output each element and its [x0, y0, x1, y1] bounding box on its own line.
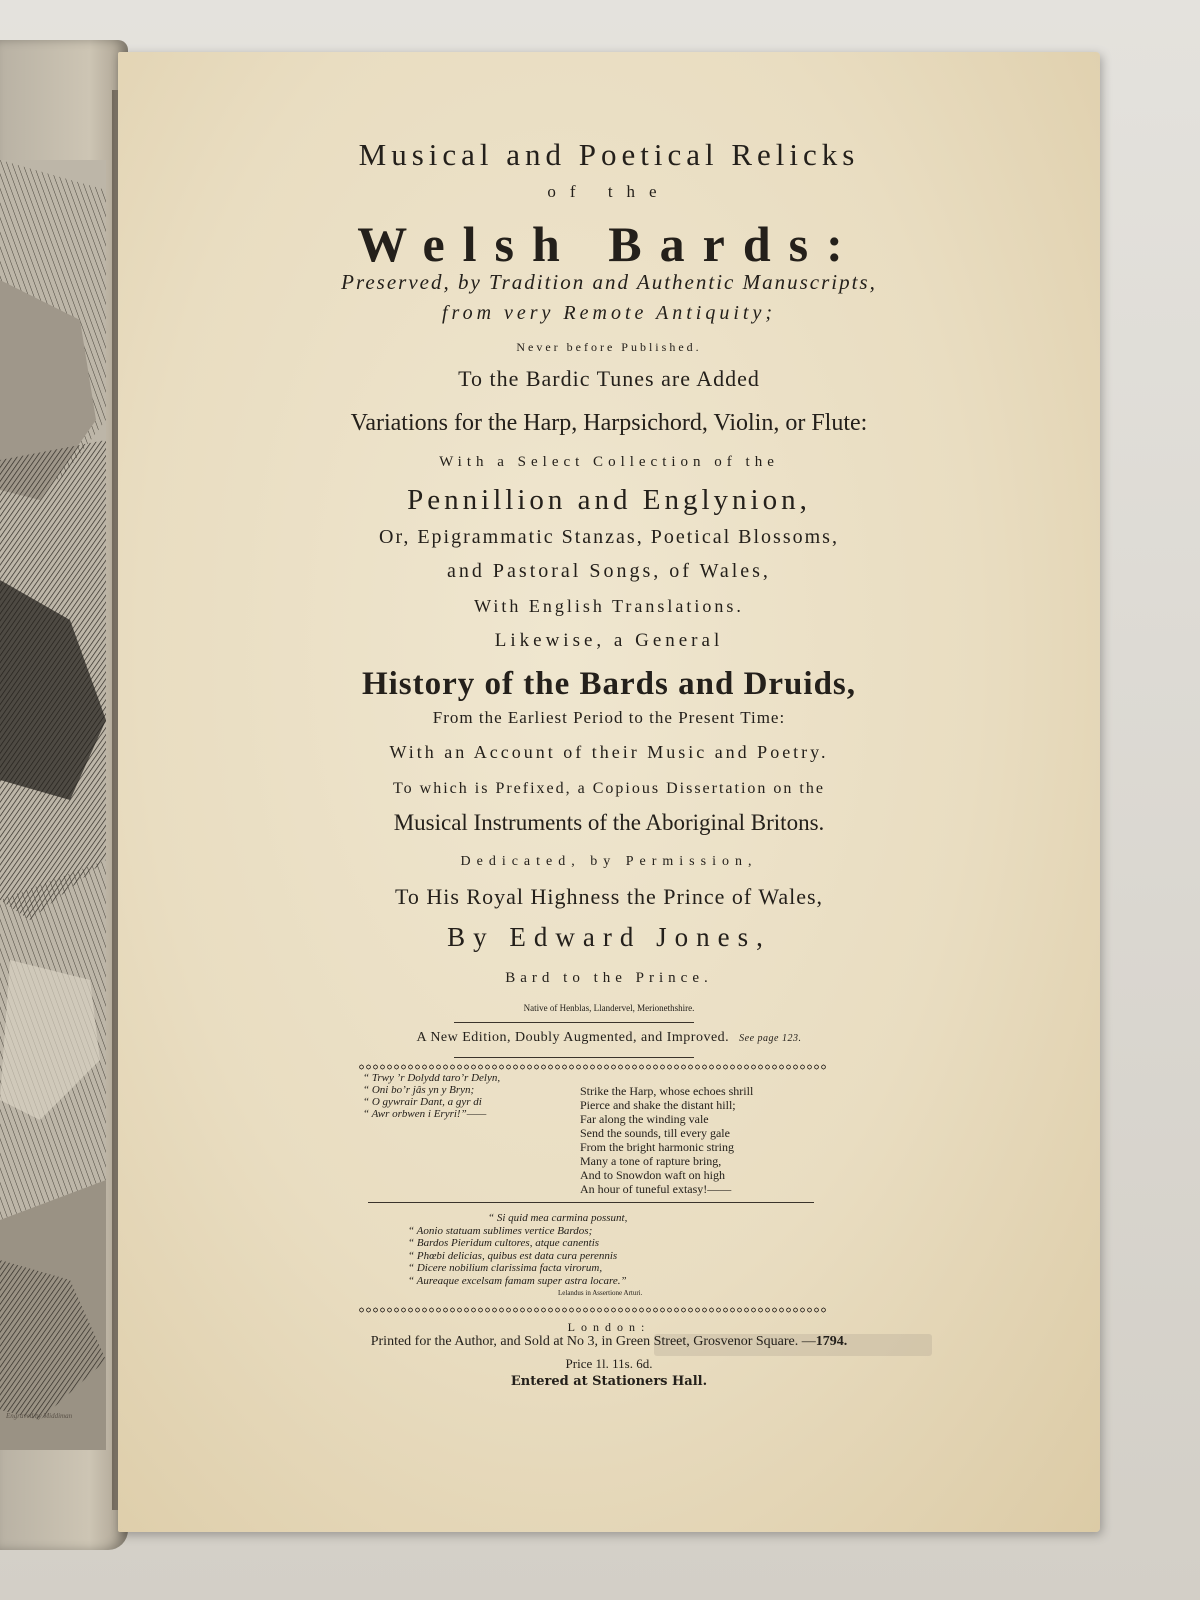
- title-line-1: Musical and Poetical Relicks: [358, 137, 860, 172]
- verse-line: “ Bardos Pieridum cultores, atque canentis: [408, 1237, 600, 1249]
- divider-rule: [454, 1022, 694, 1023]
- title-line-2: of the: [547, 182, 671, 201]
- verse-line: And to Snowdon waft on high: [580, 1168, 725, 1182]
- engraver-credit: Engraved by Middiman: [6, 1412, 73, 1420]
- subtitle-line-11: Likewise, a General: [494, 630, 724, 651]
- imprint-city: London:: [567, 1320, 651, 1334]
- imprint-price: Price 1l. 11s. 6d.: [565, 1356, 653, 1371]
- subtitle-line-5: Variations for the Harp, Harpsichord, Violin, or Flute:: [350, 410, 868, 436]
- welsh-verse: [363, 1072, 563, 1120]
- verse-line: “ Trwy ’r Dolydd taro’r Delyn,: [363, 1072, 501, 1084]
- verse-line: Far along the winding vale: [580, 1112, 709, 1126]
- verse-line: “ Si quid mea carmina possunt,: [488, 1212, 628, 1224]
- title-page: [118, 52, 1100, 1532]
- engraving-illustration: [0, 160, 106, 1450]
- subtitle-line-9: and Pastoral Songs, of Wales,: [447, 560, 771, 582]
- verse-line: “ Awr orbwen i Eryri!”——: [363, 1108, 487, 1120]
- dedication-line-2: To His Royal Highness the Prince of Wales,: [394, 884, 824, 909]
- imprint-entered: Entered at Stationers Hall.: [510, 1374, 708, 1389]
- subtitle-line-10: With English Translations.: [474, 596, 744, 616]
- verse-line: “ Aureaque excelsam famam super astra locare.”: [408, 1274, 627, 1287]
- imprint-year: 1794.: [815, 1334, 848, 1349]
- author-line: By Edward Jones,: [447, 922, 771, 952]
- verse-line: “ Dicere nobilium clarissima facta virorum,: [408, 1262, 603, 1274]
- main-title: Welsh Bards:: [357, 216, 861, 272]
- subtitle-line-13: With an Account of their Music and Poetry.: [389, 742, 829, 762]
- verse-line: Many a tone of rapture bring,: [580, 1154, 722, 1168]
- latin-citation: Lelandus in Assertione Arturi.: [558, 1289, 643, 1297]
- history-heading: History of the Bards and Druids,: [361, 666, 857, 702]
- verse-line: “ O gywrair Dant, a gyr di: [363, 1096, 482, 1108]
- edition-reference: See page 123.: [739, 1033, 802, 1044]
- verse-line: “ Aonio statuam sublimes vertice Bardos;: [408, 1224, 593, 1237]
- verse-line: “ Oni bo’r jâs yn y Bryn;: [363, 1084, 475, 1096]
- subtitle-line-12: From the Earliest Period to the Present Time:: [432, 708, 786, 727]
- subtitle-line-3: Never before Published.: [516, 340, 702, 354]
- author-origin: Native of Henblas, Llandervel, Merionethshire.: [523, 1003, 695, 1013]
- subtitle-line-8: Or, Epigrammatic Stanzas, Poetical Blossoms,: [379, 526, 839, 548]
- subtitle-line-6: With a Select Collection of the: [439, 454, 779, 470]
- frontispiece-engraving: [0, 160, 106, 1450]
- divider-rule: [368, 1202, 814, 1203]
- subtitle-line-1: Preserved, by Tradition and Authentic Manuscripts,: [341, 270, 877, 294]
- subtitle-line-2: from very Remote Antiquity;: [441, 302, 777, 324]
- dedication-line-1: Dedicated, by Permission,: [460, 854, 758, 869]
- subtitle-line-4: To the Bardic Tunes are Added: [458, 366, 760, 391]
- verse-line: Send the sounds, till every gale: [580, 1126, 730, 1140]
- imprint-line: [118, 1334, 1100, 1350]
- verse-line: “ Phœbi delicias, quibus est data cura perennis: [408, 1249, 618, 1262]
- subtitle-line-15: Musical Instruments of the Aboriginal Britons.: [393, 810, 825, 835]
- verse-line: From the bright harmonic string: [580, 1140, 734, 1154]
- imprint-printed: Printed for the Author, and Sold at No 3, in Green Street, Grosvenor Square. —: [370, 1334, 816, 1349]
- edition-line: [118, 1030, 1100, 1046]
- ornamental-border-bottom: [358, 1307, 828, 1313]
- verse-line: An hour of tuneful extasy!——: [580, 1182, 732, 1196]
- subtitle-line-7: Pennillion and Englynion,: [407, 484, 811, 516]
- author-title: Bard to the Prince.: [505, 970, 713, 986]
- edition-text: A New Edition, Doubly Augmented, and Improved.: [416, 1030, 730, 1045]
- english-verse: [580, 1084, 840, 1196]
- latin-verse: [408, 1212, 728, 1300]
- ornamental-border-top: [358, 1064, 828, 1070]
- verse-line: Strike the Harp, whose echoes shrill: [580, 1084, 754, 1098]
- verse-line: Pierce and shake the distant hill;: [580, 1098, 736, 1112]
- subtitle-line-14: To which is Prefixed, a Copious Dissertation on the: [393, 780, 825, 797]
- divider-rule: [454, 1057, 694, 1058]
